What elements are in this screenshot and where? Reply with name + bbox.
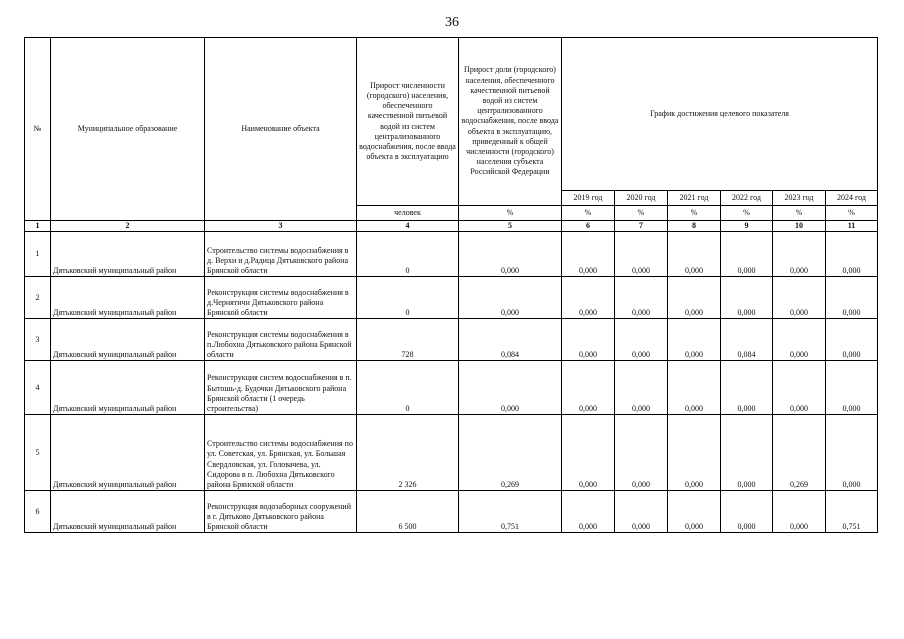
- header-year: 2019 год: [562, 191, 615, 206]
- row-municipality: Дятьковский муниципальный район: [51, 319, 205, 361]
- column-number: 4: [357, 221, 459, 232]
- row-year-value: 0,000: [615, 415, 668, 491]
- row-municipality: Дятьковский муниципальный район: [51, 491, 205, 533]
- row-object: Реконструкция водозаборных сооружений в г. Дятьково Дятьковского района Брянской области: [205, 491, 357, 533]
- table-row: [25, 491, 878, 533]
- row-year-value: 0,084: [721, 319, 773, 361]
- header-year: 2022 год: [721, 191, 773, 206]
- row-year-value: 0,000: [562, 319, 615, 361]
- row-year-value: 0,000: [562, 415, 615, 491]
- target-indicator-table: [24, 37, 878, 533]
- table-row: [25, 232, 878, 277]
- row-year-value: 0,000: [773, 319, 826, 361]
- row-year-value: 0,000: [562, 361, 615, 415]
- row-number: 4: [25, 361, 51, 415]
- unit-people: человек: [357, 206, 459, 221]
- header-municipality: Муниципальное образование: [51, 38, 205, 221]
- row-number: 5: [25, 415, 51, 491]
- header-share-increase: Прирост доли (городского) населения, обеспеченного качественной питьевой водой из систем централизованного водоснабжения, после ввода объекта в эксплуатацию, приведенный к общей численности (городского) населения субъекта Российской Федерации: [459, 38, 562, 206]
- row-year-value: 0,000: [721, 491, 773, 533]
- header-object-name: Наименование объекта: [205, 38, 357, 221]
- table-row: [25, 277, 878, 319]
- row-year-value: 0,000: [721, 277, 773, 319]
- row-year-value: 0,000: [615, 232, 668, 277]
- row-number: 6: [25, 491, 51, 533]
- unit-percent: %: [459, 206, 562, 221]
- row-year-value: 0,000: [721, 415, 773, 491]
- row-people: 6 500: [357, 491, 459, 533]
- row-year-value: 0,000: [773, 361, 826, 415]
- row-year-value: 0,000: [562, 491, 615, 533]
- header-year: 2020 год: [615, 191, 668, 206]
- row-year-value: 0,000: [826, 277, 878, 319]
- row-object: Реконструкция системы водоснабжения в д.Чернятичи Дятьковского района Брянской области: [205, 277, 357, 319]
- row-year-value: 0,000: [773, 232, 826, 277]
- row-year-value: 0,000: [826, 361, 878, 415]
- row-year-value: 0,000: [826, 319, 878, 361]
- row-object: Реконструкция системы водоснабжения в п.Любохна Дятьковского района Брянской области: [205, 319, 357, 361]
- row-year-value: 0,000: [668, 491, 721, 533]
- unit-percent: %: [668, 206, 721, 221]
- row-share: 0,084: [459, 319, 562, 361]
- row-year-value: 0,000: [721, 232, 773, 277]
- row-year-value: 0,000: [615, 361, 668, 415]
- page-number: 36: [445, 15, 459, 30]
- table-row: [25, 361, 878, 415]
- row-number: 3: [25, 319, 51, 361]
- row-people: 0: [357, 361, 459, 415]
- row-year-value: 0,000: [826, 232, 878, 277]
- row-share: 0,000: [459, 361, 562, 415]
- row-year-value: 0,000: [773, 277, 826, 319]
- row-share: 0,269: [459, 415, 562, 491]
- header-population-increase: Прирост численности (городского) населения, обеспеченного качественной питьевой водой из систем централизованного водоснабжения, после ввода объекта в эксплуатацию: [357, 38, 459, 206]
- row-year-value: 0,000: [562, 277, 615, 319]
- row-year-value: 0,000: [615, 277, 668, 319]
- row-number: 2: [25, 277, 51, 319]
- row-year-value: 0,000: [668, 232, 721, 277]
- column-number: 2: [51, 221, 205, 232]
- row-year-value: 0,269: [773, 415, 826, 491]
- row-year-value: 0,751: [826, 491, 878, 533]
- row-year-value: 0,000: [668, 415, 721, 491]
- header-year: 2021 год: [668, 191, 721, 206]
- column-number: 3: [205, 221, 357, 232]
- column-number: 1: [25, 221, 51, 232]
- row-year-value: 0,000: [826, 415, 878, 491]
- row-share: 0,000: [459, 277, 562, 319]
- row-object: Строительство системы водоснабжения в д. Верхи и д.Радица Дятьковского района Брянской области: [205, 232, 357, 277]
- column-number: 10: [773, 221, 826, 232]
- unit-percent: %: [773, 206, 826, 221]
- column-number: 9: [721, 221, 773, 232]
- row-year-value: 0,000: [721, 361, 773, 415]
- unit-percent: %: [562, 206, 615, 221]
- row-share: 0,000: [459, 232, 562, 277]
- row-year-value: 0,000: [668, 277, 721, 319]
- row-number: 1: [25, 232, 51, 277]
- unit-percent: %: [615, 206, 668, 221]
- table-row: [25, 415, 878, 491]
- column-number: 5: [459, 221, 562, 232]
- row-people: 0: [357, 277, 459, 319]
- column-number: 7: [615, 221, 668, 232]
- row-municipality: Дятьковский муниципальный район: [51, 415, 205, 491]
- row-share: 0,751: [459, 491, 562, 533]
- row-year-value: 0,000: [615, 491, 668, 533]
- header-year: 2023 год: [773, 191, 826, 206]
- row-year-value: 0,000: [668, 319, 721, 361]
- header-schedule: График достижения целевого показателя: [562, 38, 878, 191]
- unit-percent: %: [826, 206, 878, 221]
- column-number: 8: [668, 221, 721, 232]
- row-municipality: Дятьковский муниципальный район: [51, 361, 205, 415]
- row-people: 2 326: [357, 415, 459, 491]
- table-row: [25, 319, 878, 361]
- column-number: 6: [562, 221, 615, 232]
- row-year-value: 0,000: [773, 491, 826, 533]
- row-year-value: 0,000: [615, 319, 668, 361]
- row-object: Строительство системы водоснабжения по ул. Советская, ул. Брянская, ул. Большая Свердловская, ул. Головачева, ул. Сидорова в п. Любохна Дятьковского района Брянской области: [205, 415, 357, 491]
- row-municipality: Дятьковский муниципальный район: [51, 232, 205, 277]
- unit-percent: %: [721, 206, 773, 221]
- row-municipality: Дятьковский муниципальный район: [51, 277, 205, 319]
- row-year-value: 0,000: [562, 232, 615, 277]
- row-object: Реконструкция систем водоснабжения в п. Бытошь-д. Будочки Дятьковского района Брянской области (1 очередь строительства): [205, 361, 357, 415]
- row-year-value: 0,000: [668, 361, 721, 415]
- row-people: 0: [357, 232, 459, 277]
- column-number: 11: [826, 221, 878, 232]
- row-people: 728: [357, 319, 459, 361]
- header-no: №: [25, 38, 51, 221]
- header-year: 2024 год: [826, 191, 878, 206]
